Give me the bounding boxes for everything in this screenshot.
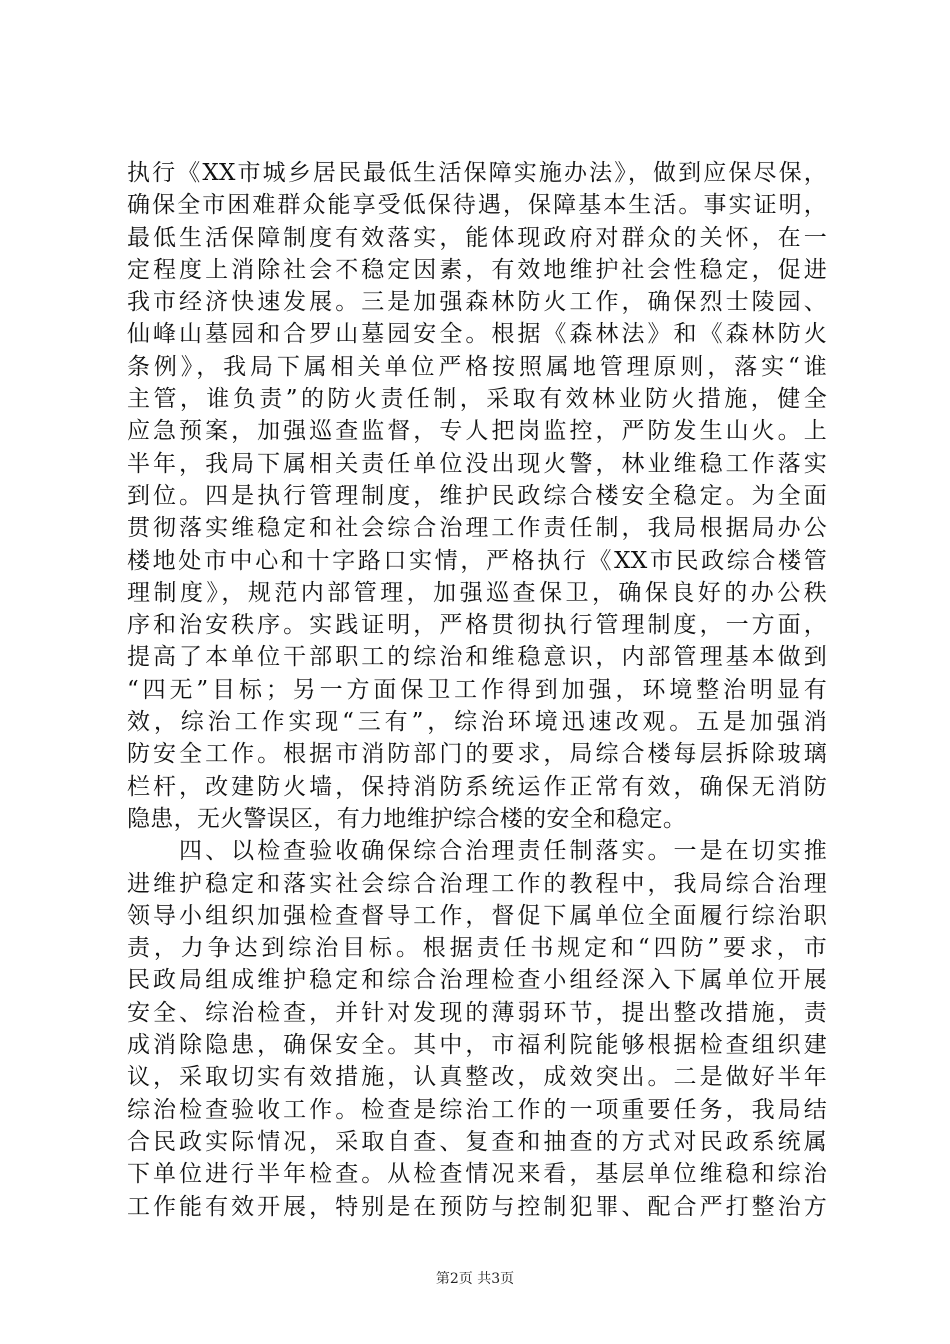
text-line: 隐患，无火警误区，有力地维护综合楼的安全和稳定。 bbox=[127, 805, 687, 832]
text-line: 条例》，我局下属相关单位严格按照属地管理原则，落实“谁 bbox=[127, 353, 827, 380]
text-line: 序和治安秩序。实践证明，严格贯彻执行管理制度，一方面， bbox=[127, 612, 827, 639]
text-line: 安全、综治检查，并针对发现的薄弱环节，提出整改措施，责 bbox=[127, 999, 827, 1026]
text-line: 执行《XX市城乡居民最低生活保障实施办法》，做到应保尽保， bbox=[127, 160, 827, 186]
text-line: 成消除隐患，确保安全。其中，市福利院能够根据检查组织建 bbox=[127, 1032, 827, 1059]
text-line: 综治检查验收工作。检查是综治工作的一项重要任务，我局结 bbox=[127, 1096, 827, 1123]
text-line: 半年，我局下属相关责任单位没出现火警，林业维稳工作落实 bbox=[127, 450, 827, 477]
text-line: 理制度》，规范内部管理，加强巡查保卫，确保良好的办公秩 bbox=[127, 579, 827, 606]
text-line: 贯彻落实维稳定和社会综合治理工作责任制，我局根据局办公 bbox=[127, 515, 827, 542]
text-line: 四、以检查验收确保综合治理责任制落实。一是在切实推 bbox=[127, 838, 827, 865]
text-line: 仙峰山墓园和合罗山墓园安全。根据《森林法》和《森林防火 bbox=[127, 321, 827, 348]
text-line: 合民政实际情况，采取自查、复查和抽查的方式对民政系统属 bbox=[127, 1128, 827, 1155]
text-line: 到位。四是执行管理制度，维护民政综合楼安全稳定。为全面 bbox=[127, 482, 827, 509]
text-line: 防安全工作。根据市消防部门的要求，局综合楼每层拆除玻璃 bbox=[127, 741, 827, 768]
page-footer bbox=[0, 1268, 950, 1288]
text-line: 议，采取切实有效措施，认真整改，成效突出。二是做好半年 bbox=[127, 1064, 827, 1091]
text-line: 应急预案，加强巡查监督，专人把岗监控，严防发生山火。上 bbox=[127, 418, 827, 445]
text-line: “四无”目标；另一方面保卫工作得到加强，环境整治明显有 bbox=[127, 676, 827, 703]
text-line: 领导小组织加强检查督导工作，督促下属单位全面履行综治职 bbox=[127, 902, 827, 929]
text-line: 下单位进行半年检查。从检查情况来看，基层单位维稳和综治 bbox=[127, 1161, 827, 1188]
text-line: 民政局组成维护稳定和综合治理检查小组经深入下属单位开展 bbox=[127, 967, 827, 994]
page-number-label: 第2页 共3页 bbox=[435, 1271, 515, 1287]
text-line: 责，力争达到综治目标。根据责任书规定和“四防”要求，市 bbox=[127, 935, 827, 962]
body-text bbox=[127, 157, 827, 1223]
text-line: 栏杆，改建防火墙，保持消防系统运作正常有效，确保无消防 bbox=[127, 773, 827, 800]
text-line: 效，综治工作实现“三有”，综治环境迅速改观。五是加强消 bbox=[127, 709, 827, 736]
text-line: 最低生活保障制度有效落实，能体现政府对群众的关怀，在一 bbox=[127, 224, 827, 251]
text-line: 我市经济快速发展。三是加强森林防火工作，确保烈士陵园、 bbox=[127, 289, 827, 316]
text-line: 工作能有效开展，特别是在预防与控制犯罪、配合严打整治方 bbox=[127, 1193, 827, 1220]
text-line: 进维护稳定和落实社会综合治理工作的教程中，我局综合治理 bbox=[127, 870, 827, 897]
text-line: 楼地处市中心和十字路口实情，严格执行《XX市民政综合楼管 bbox=[127, 547, 827, 574]
text-line: 确保全市困难群众能享受低保待遇，保障基本生活。事实证明， bbox=[127, 192, 827, 219]
text-line: 主管，谁负责”的防火责任制，采取有效林业防火措施，健全 bbox=[127, 386, 827, 413]
text-line: 提高了本单位干部职工的综治和维稳意识，内部管理基本做到 bbox=[127, 644, 827, 671]
text-line: 定程度上消除社会不稳定因素，有效地维护社会性稳定，促进 bbox=[127, 256, 827, 283]
